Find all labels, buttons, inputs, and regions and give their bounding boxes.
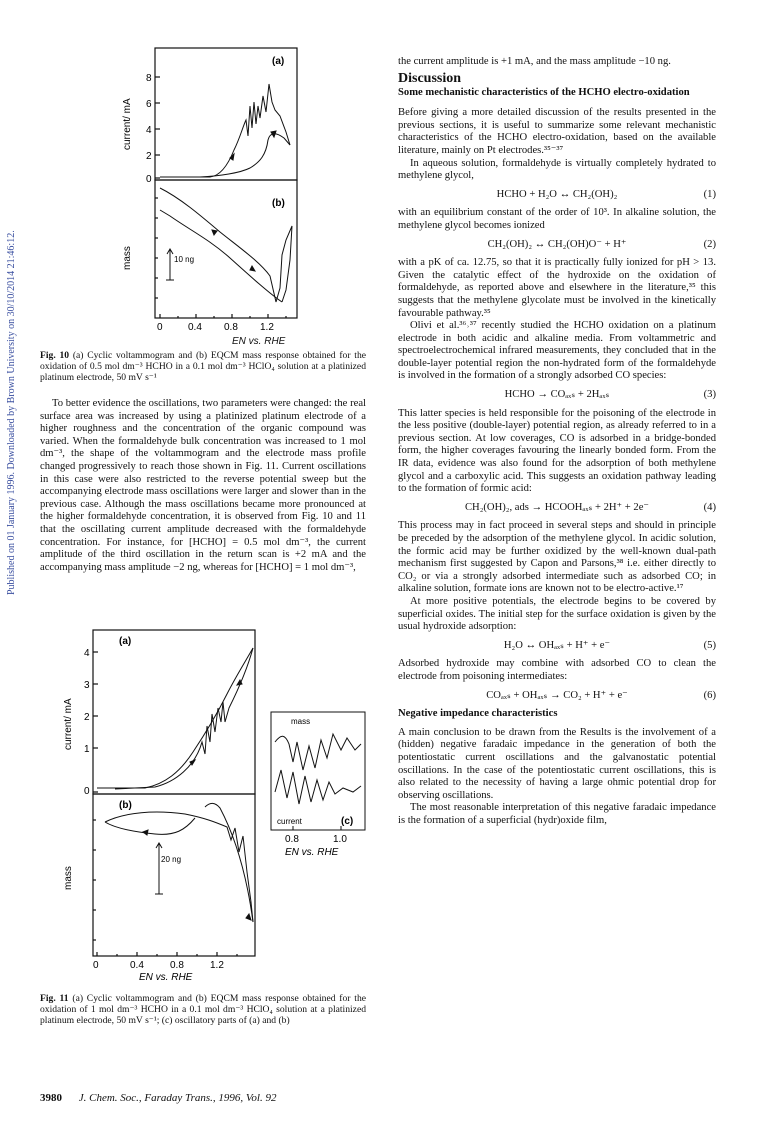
fig11-scalebar: [155, 843, 163, 894]
fig11-scalebar-label: 20 ng: [161, 855, 182, 864]
section-heading-discussion: Discussion: [398, 70, 462, 86]
right-paragraph-2: In aqueous solution, formaldehyde is virtually completely hydrated to methylene glycol,: [398, 157, 716, 182]
equation-1: HCHO + H₂O ↔ CH₂(OH)₂ (1): [496, 188, 716, 200]
fig10-ytick-8: 8: [146, 73, 152, 84]
page-number: 3980: [40, 1092, 62, 1104]
fig10-panel-b-label: (b): [272, 198, 285, 209]
fig11-xtick-0: 0: [93, 960, 99, 971]
fig10-caption: [40, 350, 366, 383]
fig11-xtick-04: 0.4: [130, 960, 144, 971]
fig10-y-mass-label: mass: [122, 246, 133, 270]
fig11-inset-frame: [271, 712, 365, 830]
fig11-ytick-2: 2: [84, 712, 90, 723]
fig11-inset-current-label: current: [277, 817, 302, 826]
fig11-panel-b-label: (b): [119, 800, 132, 811]
right-paragraph-10: A main conclusion to be drawn from the Results is the involvement of a (hidden) negative faradaic impedance in the generation of both the potentiostatic current oscillations and the galvanostatic potential oscillations. In the case of the potentiostatic current oscillations, this is also related to the necessity of having a large ohmic potential drop for observing oscillations.: [398, 726, 716, 801]
fig10-ytick-0: 0: [146, 174, 152, 185]
right-paragraph-9: Adsorbed hydroxide may combine with adsorbed CO to clean the electrode from poisoning intermediates:: [398, 658, 716, 682]
fig10-xtick-04: 0.4: [188, 322, 202, 333]
fig11-caption: [40, 993, 366, 1026]
fig10-panel-a-frame: [155, 48, 297, 180]
download-watermark: Published on 01 January 1996. Downloaded by Brown University on 30/10/2014 21:46:12.: [6, 230, 17, 595]
fig11-panel-a-frame: [93, 630, 255, 794]
fig10-panel-a-label: (a): [272, 56, 285, 67]
fig11-inset-current-trace: [275, 770, 361, 804]
fig11-y-mass-label: mass: [63, 866, 74, 890]
fig11-ytick-1: 1: [84, 744, 90, 755]
fig10-ytick-6: 6: [146, 99, 152, 110]
figure-10: [100, 40, 340, 340]
right-paragraph-7: This process may in fact proceed in several steps and should in principle be preceded by the adsorption of the methylene glycol. In acidic solution, the formic acid may be further oxidized by the well-known dual-path mechanism first suggested by Capon and Parsons,³⁸ i.e. either directly to CO₂ or via a strongly adsorbed intermediate such as adsorbed CO; in alkaline solution, formate ions are known not to be electro-active.¹⁷: [398, 520, 716, 595]
fig11-panel-b-frame: [93, 794, 255, 956]
equation-2: CH₂(OH)₂ ↔ CH₂(OH)O⁻ + H⁺ (2): [487, 238, 716, 250]
fig10-ytick-4: 4: [146, 125, 152, 136]
fig11-xtick-08: 0.8: [170, 960, 184, 971]
left-column-text: [40, 398, 366, 574]
fig10-y-current-label: current/ mA: [122, 98, 133, 150]
right-paragraph-11: The most reasonable interpretation of this negative faradaic impedance is the formation of a superficial (hydr)oxide film,: [398, 802, 716, 826]
right-paragraph-0: the current amplitude is +1 mA, and the mass amplitude −10 ng.: [398, 56, 671, 67]
fig11-ytick-0: 0: [84, 786, 90, 797]
fig11-inset-mass-trace: [275, 734, 361, 770]
fig11-xlabel: EN vs. RHE: [139, 972, 193, 983]
fig10-xtick-12: 1.2: [260, 322, 274, 333]
fig11-caption-title: Fig. 11: [40, 993, 69, 1004]
figure-11: [55, 622, 375, 990]
fig10-xlabel: EN vs. RHE: [232, 336, 286, 347]
right-paragraph-3: with an equilibrium constant of the order of 10³. In alkaline solution, the methylene glycol becomes ionized: [398, 207, 716, 231]
right-column-text: [398, 56, 716, 827]
fig11-ytick-3: 3: [84, 680, 90, 691]
fig11-ytick-4: 4: [84, 648, 90, 659]
right-paragraph-6: This latter species is held responsible for the poisoning of the electrode in the less positive (double-layer) potential region, as already referred to in a previous section. At low coverages, CO is adsorbed in a bridge-bonded form, the higher coverages favouring the linearly bonded form. From the IR data, evidence was also found for the adsorption of both methylene glycol and a carboxylic acid. This suggests an oxidation pathway leading to the formation of formic acid:: [398, 407, 716, 495]
equation-4: CH₂(OH)₂, ads → HCOOHₐₓₛ + 2H⁺ + 2e⁻ (4): [464, 501, 716, 513]
fig11-xtick-12: 1.2: [210, 960, 224, 971]
equation-5: H₂O ↔ OHₐₓₛ + H⁺ + e⁻ (5): [503, 639, 716, 651]
equation-6: COₐₓₛ + OHₐₓₛ → CO₂ + H⁺ + e⁻ (6): [486, 689, 716, 701]
fig11-inset-xtick-08: 0.8: [285, 834, 299, 845]
right-paragraph-5: Olivi et al.³⁶˒³⁷ recently studied the HCHO oxidation on a platinum electrode in both acidic and alkaline media. From voltammetric and spectroelectrochemical infrared measurements, they concluded that in the double-layer potential region the non-hydrated form of the formaldehyde is involved in the formation of a strongly adsorbed CO species:: [398, 320, 716, 382]
fig11-inset-xlabel: EN vs. RHE: [285, 847, 339, 858]
fig11-y-current-label: current/ mA: [63, 698, 74, 750]
fig10-cv-curve: [160, 84, 290, 177]
fig10-caption-title: Fig. 10: [40, 350, 70, 361]
fig10-ytick-2: 2: [146, 151, 152, 162]
fig10-scalebar-label: 10 ng: [174, 255, 195, 264]
fig11-inset-mass-label: mass: [291, 717, 311, 726]
left-paragraph: To better evidence the oscillations, two parameters were changed: the real surface area was increased by using a platinized platinum electrode of a higher roughness and the concentration of the organic compound was varied. When the formaldehyde bulk concentration was increased to 1 mol dm⁻³, the shape of the voltammogram and the electrode mass profile changed progressively to reach those shown in Fig. 11. Current oscillations in this case were also restricted to the reverse potential sweep but the accompanying electrode mass oscillations were larger and slower than in the previous case. Although the mass oscillations became more pronounced at the higher formaldehyde concentration, it is observed from Fig. 10 and 11 that the oscillating current amplitude decreased with the formaldehyde concentration. For instance, for [HCHO] = 0.5 mol dm⁻³, the current amplitude of the third oscillation in the return scan is +2 mA and the accompanying mass amplitude −2 ng, whereas for [HCHO] = 1 mol dm⁻³,: [40, 398, 366, 573]
right-paragraph-8: At more positive potentials, the electrode begins to be covered by superficial oxides. The initial step for the surface oxidation is given by the usual hydroxide adsorption:: [398, 595, 716, 633]
right-paragraph-4: with a pK of ca. 12.75, so that it is practically fully ionized for pH > 13. Given the catalytic effect of the hydroxide on the oxidation of formaldehyde, as reported above and elsewhere in the literature,³⁵ this suggests that the methylene glycolate must be involved in the kinetically favourable pathway.³⁵: [398, 257, 716, 319]
fig10-xtick-0: 0: [157, 322, 163, 333]
fig11-inset-xtick-10: 1.0: [333, 834, 347, 845]
right-paragraph-1: Before giving a more detailed discussion of the results presented in the previous sections, it is useful to summarize some relevant mechanistic characteristics of the HCHO electro-oxidation, based on the available literature, mainly on Pt electrodes.³⁵⁻³⁷: [398, 107, 716, 156]
fig10-caption-text: (a) Cyclic voltammogram and (b) EQCM mass response obtained for the oxidation of 0.5 mol dm⁻³ HCHO in a 0.1 mol dm⁻³ HClO₄ solution at a platinized platinum electrode, 50 mV s⁻¹: [40, 350, 366, 383]
page-footer: [40, 1092, 276, 1104]
fig11-cv-curve: [97, 648, 253, 789]
fig11-panel-c-label: (c): [341, 816, 354, 827]
subsection-heading-mechanism: Some mechanistic characteristics of the HCHO electro-oxidation: [398, 87, 690, 99]
subsection-heading-negative-impedance: Negative impedance characteristics: [398, 708, 558, 720]
equation-3: HCHO → COₐₓₛ + 2Hₐₓₛ (3): [504, 389, 716, 401]
journal-citation: J. Chem. Soc., Faraday Trans., 1996, Vol. 92: [78, 1092, 277, 1104]
fig11-caption-text: (a) Cyclic voltammogram and (b) EQCM mass response obtained for the oxidation of 1 mol dm⁻³ HCHO in a 0.1 mol dm⁻³ HClO₄ solution at a platinized platinum electrode, 50 mV s⁻¹; (c) oscillatory parts of (a) and (b): [40, 993, 367, 1026]
fig10-scalebar: [166, 249, 174, 280]
fig10-xtick-08: 0.8: [224, 322, 238, 333]
fig11-panel-a-label: (a): [119, 636, 132, 647]
